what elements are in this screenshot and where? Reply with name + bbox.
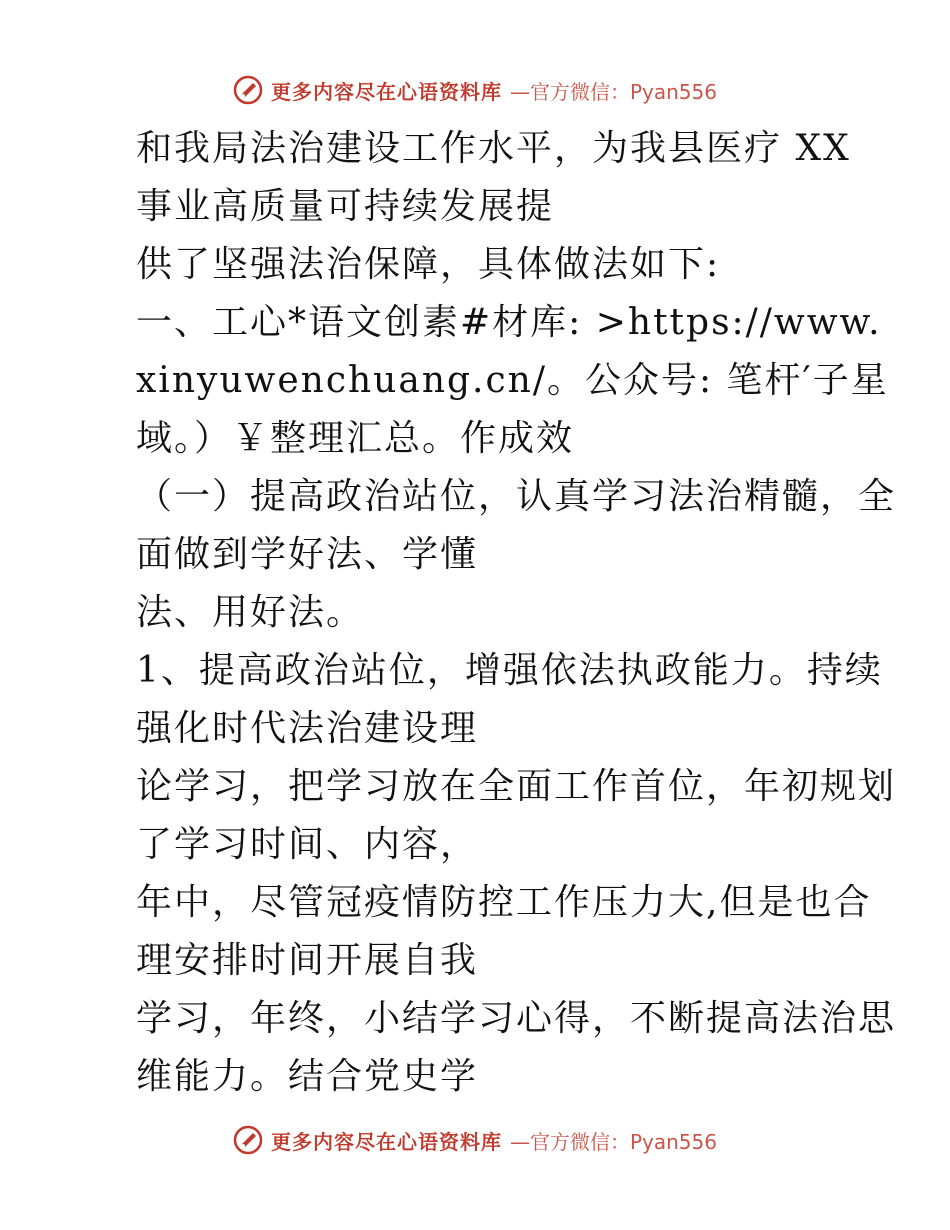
paragraph: 供了坚强法治保障，具体做法如下: — [136, 244, 721, 285]
document-body — [98, 120, 898, 1106]
paragraph: 一、工心*语文创素#材库: >https://www.xinyuwenchuang.cn/。公众号: 笔杆′子星域。）￥整理汇总。作成效 — [136, 302, 889, 459]
paragraph: 1、提高政治站位，增强依法执政能力。持续强化时代法治建设理 — [136, 650, 883, 749]
paragraph: （一）提高政治站位，认真学习法治精髓，全面做到学好法、学懂 — [136, 476, 897, 575]
logo-icon — [233, 75, 263, 105]
header-watermark — [0, 70, 950, 110]
watermark-wechat-text: —官方微信：Pyan556 — [509, 79, 717, 104]
paragraph: 年中，尽管冠疫情防控工作压力大,但是也合理安排时间开展自我 — [136, 882, 872, 981]
paragraph: 学习，年终，小结学习心得，不断提高法治思维能力。结合党史学 — [136, 998, 897, 1097]
paragraph: 法、用好法。 — [136, 592, 365, 633]
footer-watermark — [0, 1120, 950, 1160]
paragraph: 论学习，把学习放在全面工作首位，年初规划了学习时间、内容， — [136, 766, 897, 865]
paragraph: 和我局法治建设工作水平，为我县医疗 XX 事业高质量可持续发展提 — [136, 128, 865, 227]
watermark-wechat-text: —官方微信：Pyan556 — [509, 1129, 717, 1154]
logo-icon — [233, 1125, 263, 1155]
watermark-main-text: 更多内容尽在心语资料库 — [270, 1129, 502, 1154]
watermark-main-text: 更多内容尽在心语资料库 — [270, 79, 502, 104]
